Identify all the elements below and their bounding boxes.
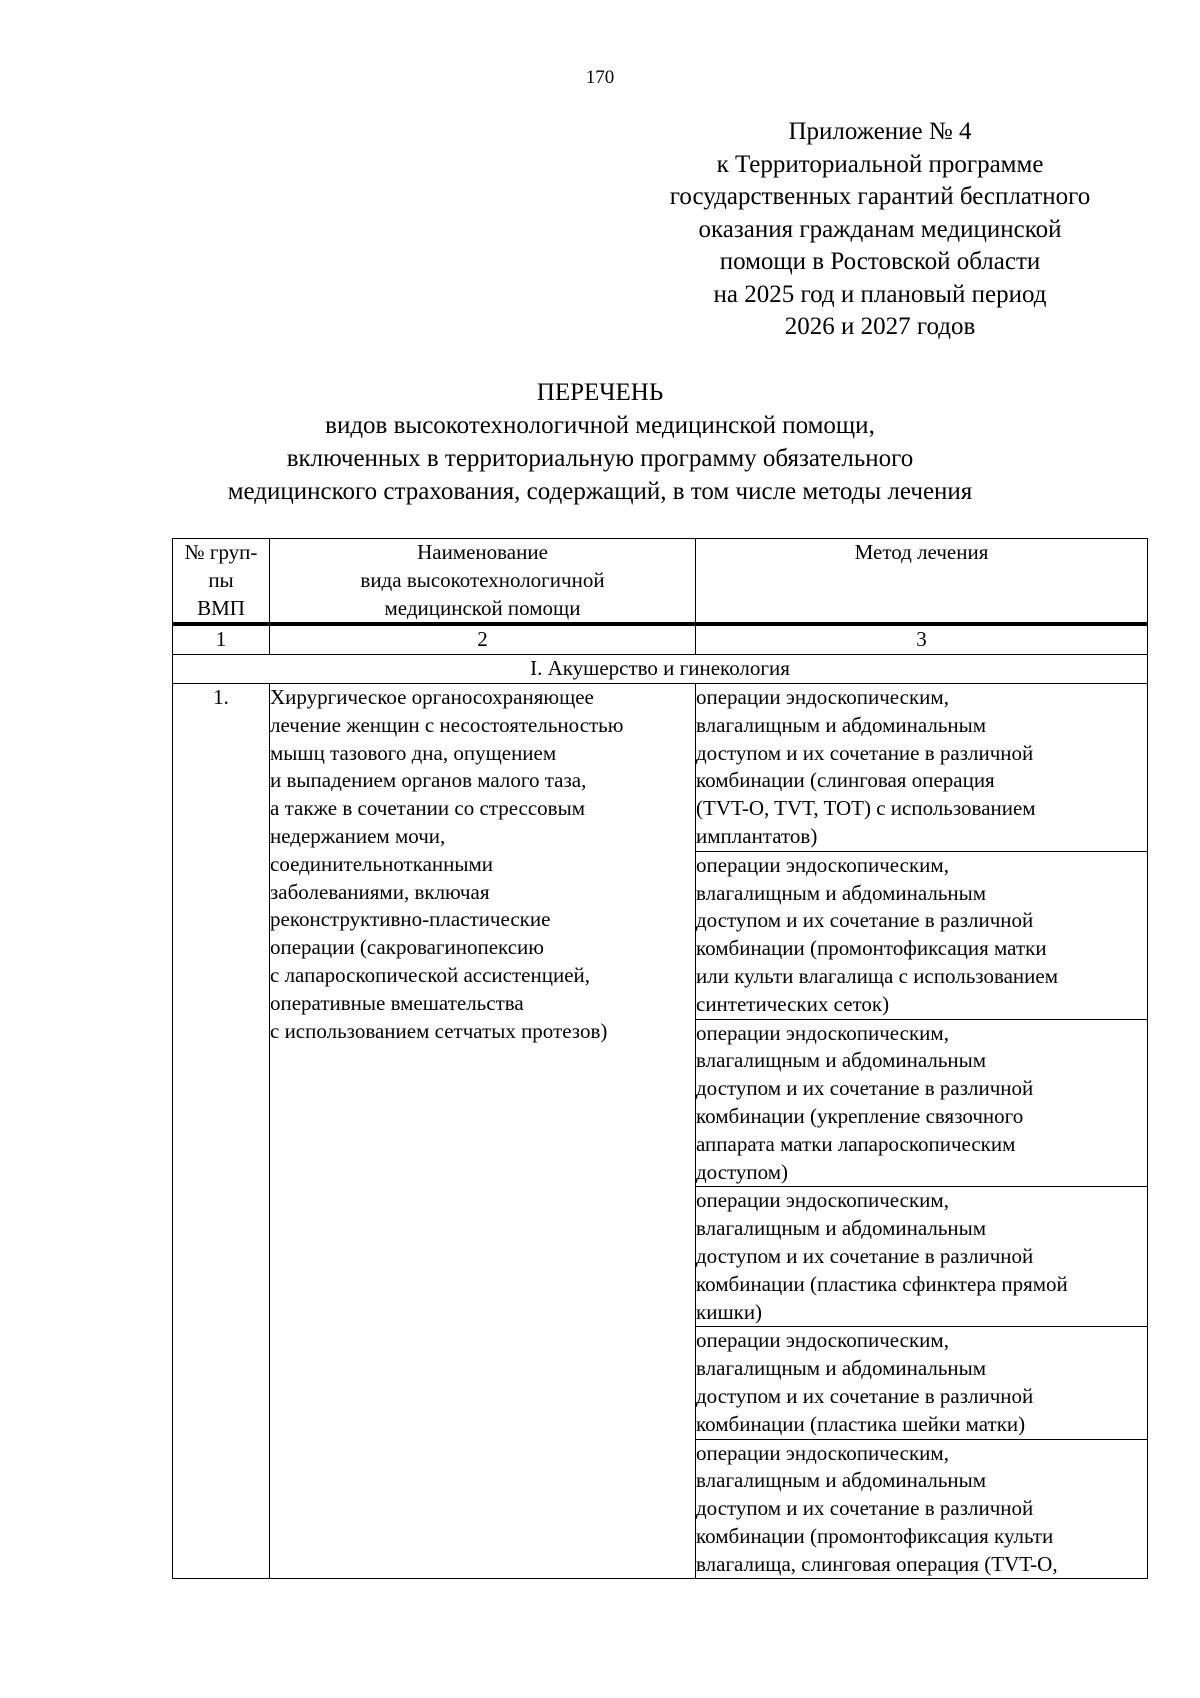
method-line: синтетических сеток) xyxy=(696,991,890,1016)
method-line: доступом и их сочетание в различной xyxy=(696,908,1034,933)
method-line: операции эндоскопическим, xyxy=(696,1440,949,1465)
method-line: влагалища, слинговая операция (TVT-O, xyxy=(696,1551,1058,1576)
table-header-row xyxy=(173,539,1148,625)
header-text: медицинской помощи xyxy=(384,595,581,620)
name-line: и выпадением органов малого таза, xyxy=(270,768,587,793)
name-line: с использованием сетчатых протезов) xyxy=(270,1018,608,1043)
name-line: мышц тазового дна, опущением xyxy=(270,740,557,765)
method-line: операции эндоскопическим, xyxy=(696,1020,949,1045)
column-index: 2 xyxy=(270,624,696,654)
header-text: Наименование xyxy=(417,540,548,564)
appendix-line: государственных гарантий бесплатного xyxy=(669,183,1091,210)
title-line: медицинского страхования, содержащий, в том числе методы лечения xyxy=(227,478,973,505)
row-number: 1. xyxy=(173,683,270,1579)
name-line: заболеваниями, включая xyxy=(270,879,490,904)
method-line: доступом и их сочетание в различной xyxy=(696,1243,1034,1268)
section-row xyxy=(173,655,1148,684)
title-line: видов высокотехнологичной медицинской помощи, xyxy=(325,412,875,439)
header-text: пы xyxy=(208,567,234,592)
method-line: операции эндоскопическим, xyxy=(696,684,949,709)
column-index: 3 xyxy=(696,624,1148,654)
method-cell xyxy=(696,1439,1148,1579)
appendix-line: помощи в Ростовской области xyxy=(719,248,1041,275)
appendix-line: оказания гражданам медицинской xyxy=(698,215,1062,243)
section-title: I. Акушерство и гинекология xyxy=(173,655,1148,684)
header-text: № груп- xyxy=(184,540,258,564)
method-line: доступом и их сочетание в различной xyxy=(696,1076,1034,1101)
appendix-line: 2026 и 2027 годов xyxy=(784,313,976,340)
method-line: операции эндоскопическим, xyxy=(696,852,949,877)
header-group-number xyxy=(173,539,270,625)
name-line: недержанием мочи, xyxy=(270,823,446,848)
appendix-header xyxy=(640,116,1120,344)
appendix-line: на 2025 год и плановый период xyxy=(713,280,1047,308)
method-line: комбинации (пластика сфинктера прямой xyxy=(696,1271,1068,1296)
method-line: доступом и их сочетание в различной xyxy=(696,1496,1034,1521)
method-line: или культи влагалища с использованием xyxy=(696,963,1058,988)
method-line: (TVT-O, TVT, TOT) с использованием xyxy=(696,796,1036,821)
header-text: вида высокотехнологичной xyxy=(360,567,605,592)
method-cell xyxy=(696,851,1148,1019)
method-line: аппарата матки лапароскопическим xyxy=(696,1131,1016,1156)
name-line: лечение женщин с несостоятельностью xyxy=(270,712,624,737)
column-index: 1 xyxy=(173,624,270,654)
table-row xyxy=(173,683,1148,851)
method-line: комбинации (промонтофиксация матки xyxy=(696,936,1047,961)
method-line: операции эндоскопическим, xyxy=(696,1328,949,1353)
method-line: доступом и их сочетание в различной xyxy=(696,740,1034,765)
appendix-line: Приложение № 4 xyxy=(788,118,972,145)
method-line: операции эндоскопическим, xyxy=(696,1188,949,1213)
method-cell xyxy=(696,1019,1148,1187)
method-cell xyxy=(696,683,1148,851)
name-line: Хирургическое органосохраняющее xyxy=(270,684,594,709)
header-name xyxy=(270,539,696,625)
name-line: с лапароскопической ассистенцией, xyxy=(270,962,591,987)
method-line: комбинации (слинговая операция xyxy=(696,768,995,793)
method-line: влагалищным и абдоминальным xyxy=(696,1048,987,1073)
method-line: доступом и их сочетание в различной xyxy=(696,1383,1034,1408)
appendix-line: к Территориальной программе xyxy=(716,150,1044,178)
method-line: комбинации (пластика шейки матки) xyxy=(696,1411,1026,1436)
vmp-table xyxy=(172,538,1148,1579)
header-text: ВМП xyxy=(197,595,245,620)
document-title xyxy=(0,376,1200,508)
method-line: комбинации (промонтофиксация культи xyxy=(696,1523,1054,1548)
method-cell xyxy=(696,1327,1148,1439)
method-line: влагалищным и абдоминальным xyxy=(696,1468,987,1493)
method-line: влагалищным и абдоминальным xyxy=(696,712,987,737)
method-line: имплантатов) xyxy=(696,823,818,848)
page-number: 170 xyxy=(585,67,615,88)
name-line: а также в сочетании со стрессовым xyxy=(270,796,585,821)
header-text: Метод лечения xyxy=(854,540,989,564)
vmp-name-cell xyxy=(270,683,696,1579)
header-method xyxy=(696,539,1148,625)
title-line: включенных в территориальную программу обязательного xyxy=(286,445,914,472)
method-line: влагалищным и абдоминальным xyxy=(696,1356,987,1381)
name-line: реконструктивно-пластические xyxy=(270,907,551,932)
method-line: комбинации (укрепление связочного xyxy=(696,1103,1024,1128)
column-index-row xyxy=(173,624,1148,654)
name-line: соединительнотканными xyxy=(270,851,494,876)
method-line: кишки) xyxy=(696,1299,763,1324)
method-cell xyxy=(696,1187,1148,1327)
method-line: доступом) xyxy=(696,1159,789,1184)
method-line: влагалищным и абдоминальным xyxy=(696,880,987,905)
name-line: оперативные вмешательства xyxy=(270,990,524,1015)
title-heading: ПЕРЕЧЕНЬ xyxy=(536,379,664,406)
name-line: операции (сакровагинопексию xyxy=(270,935,544,960)
method-line: влагалищным и абдоминальным xyxy=(696,1216,987,1241)
